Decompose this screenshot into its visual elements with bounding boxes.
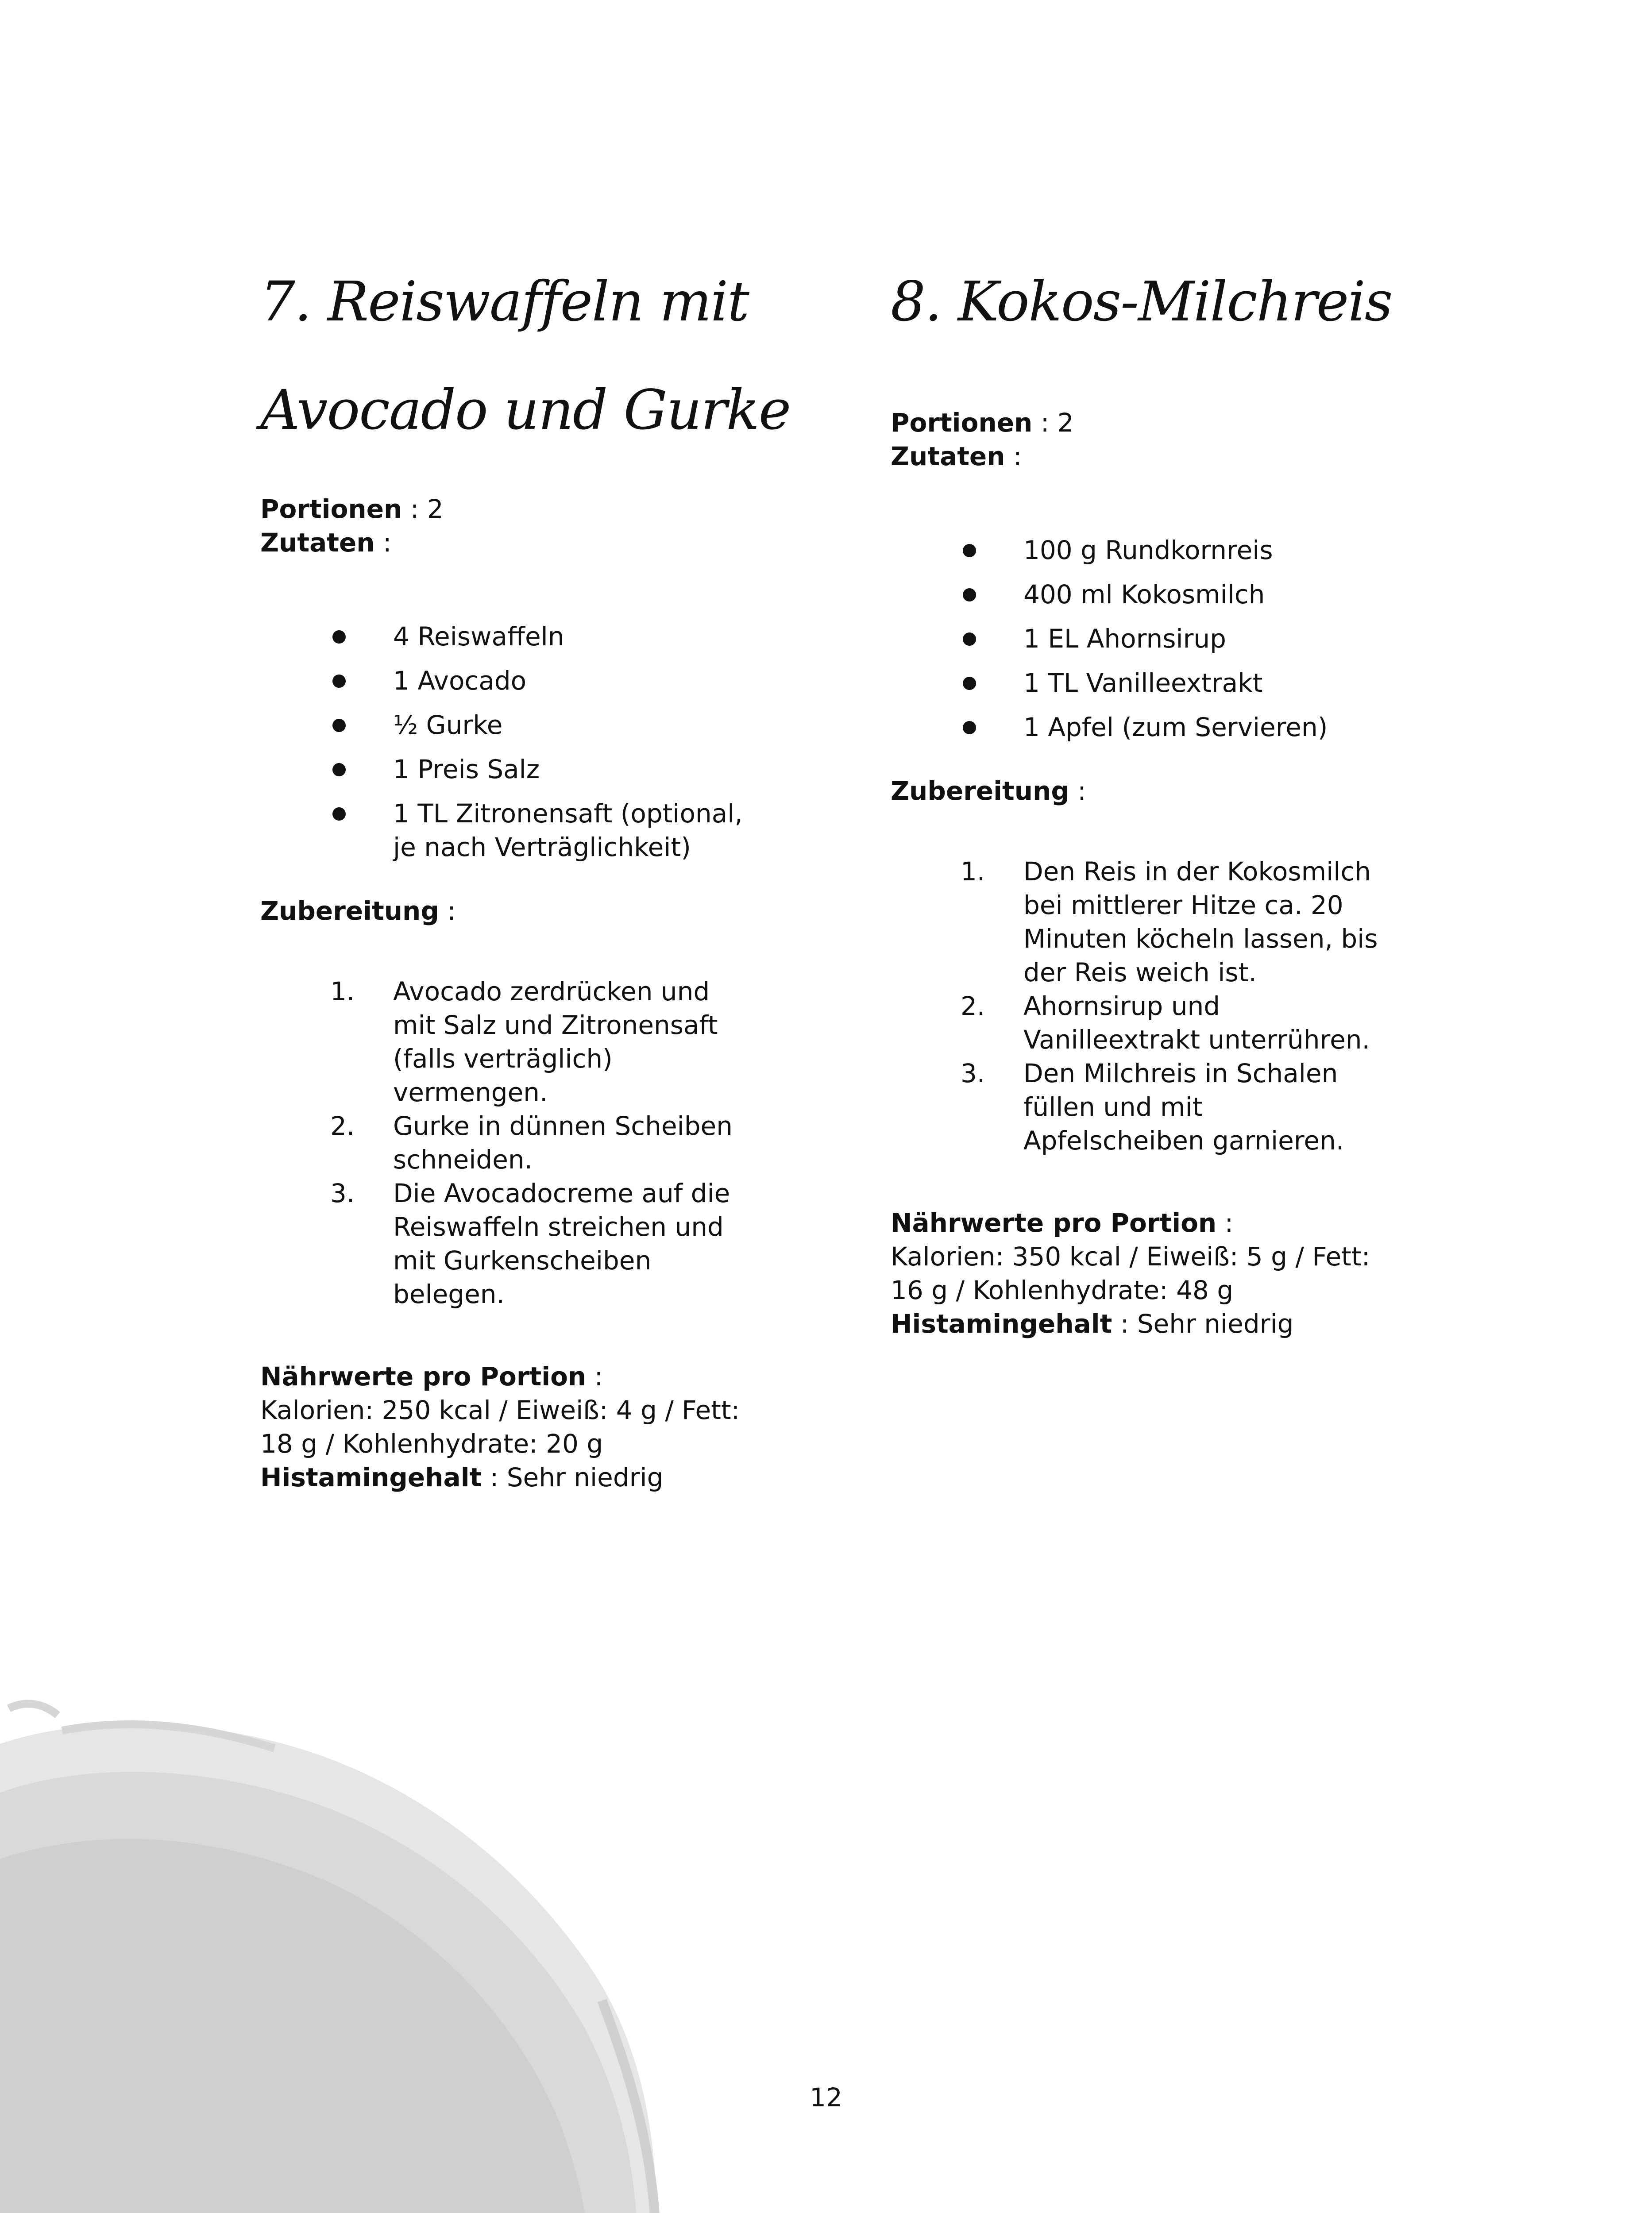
step-number: 3. xyxy=(961,1058,985,1088)
ingredients-heading xyxy=(891,440,1466,473)
step-number: 1. xyxy=(961,856,985,887)
preparation-heading xyxy=(891,774,1466,808)
list-item xyxy=(260,975,747,1109)
nutrition-block xyxy=(260,1360,756,1494)
list-item xyxy=(891,578,1466,611)
step-list xyxy=(260,975,774,1311)
ingredients-heading xyxy=(260,526,791,559)
recipe-title xyxy=(891,248,1466,356)
preparation-label: Zubereitung xyxy=(260,896,439,926)
ingredient-text: ½ Gurke xyxy=(393,710,503,740)
list-item xyxy=(891,666,1466,700)
step-text: Avocado zerdrücken und mit Salz und Zitronensaft (falls verträglich) vermengen. xyxy=(393,976,718,1107)
ingredient-text: 400 ml Kokosmilch xyxy=(1023,579,1265,609)
ingredient-list xyxy=(260,620,791,864)
preparation-suffix: : xyxy=(439,896,456,926)
step-number: 3. xyxy=(330,1178,355,1208)
list-item xyxy=(891,855,1386,989)
step-number: 1. xyxy=(330,976,355,1006)
step-text: Gurke in dünnen Scheiben schneiden. xyxy=(393,1111,733,1175)
nutrition-values: Kalorien: 250 kcal / Eiweiß: 4 g / Fett: 18 g / Kohlenhydrate: 20 g xyxy=(260,1395,740,1459)
bullet-icon xyxy=(963,677,976,690)
portions-label: Portionen xyxy=(260,494,402,524)
portions-line xyxy=(891,406,1466,440)
recipe-title-line2: Avocado und Gurke xyxy=(260,378,791,442)
list-item xyxy=(260,797,760,864)
histamine-value: : Sehr niedrig xyxy=(1112,1309,1294,1339)
list-item xyxy=(260,1109,747,1176)
bullet-icon xyxy=(332,675,346,688)
ingredients-label: Zutaten xyxy=(891,441,1005,471)
bullet-icon xyxy=(963,632,976,646)
nutrition-values: Kalorien: 350 kcal / Eiweiß: 5 g / Fett: 16 g / Kohlenhydrate: 48 g xyxy=(891,1241,1370,1305)
step-text: Den Reis in der Kokosmilch bei mittlerer Hitze ca. 20 Minuten köcheln lassen, bis der Reis weich ist. xyxy=(1023,856,1378,987)
step-text: Ahornsirup und Vanilleextrakt unterrühren. xyxy=(1023,991,1370,1055)
bullet-icon xyxy=(963,544,976,557)
step-number: 2. xyxy=(961,991,985,1021)
step-text: Den Milchreis in Schalen füllen und mit Apfelscheiben garnieren. xyxy=(1023,1058,1344,1156)
list-item xyxy=(260,708,791,742)
portions-label: Portionen xyxy=(891,408,1033,438)
preparation-label: Zubereitung xyxy=(891,776,1069,806)
preparation-suffix: : xyxy=(1069,776,1086,806)
ingredient-text: 1 EL Ahornsirup xyxy=(1023,624,1226,654)
nutrition-heading xyxy=(891,1206,1386,1240)
page-number: 12 xyxy=(810,2082,842,2113)
list-item xyxy=(891,1056,1386,1157)
nutrition-block xyxy=(891,1206,1386,1341)
list-item xyxy=(891,533,1466,567)
brush-circle-decoration xyxy=(0,1691,708,2213)
ingredients-suffix: : xyxy=(1005,441,1022,471)
list-item xyxy=(260,664,791,698)
bullet-icon xyxy=(963,588,976,601)
list-item xyxy=(891,622,1466,655)
ingredient-text: 1 Avocado xyxy=(393,666,527,696)
nutrition-heading xyxy=(260,1360,756,1393)
ingredient-text: 1 Apfel (zum Servieren) xyxy=(1023,712,1328,742)
nutrition-label: Nährwerte pro Portion xyxy=(260,1361,587,1392)
ingredient-text: 1 Preis Salz xyxy=(393,754,540,784)
bullet-icon xyxy=(963,721,976,734)
ingredient-text: 4 Reiswaffeln xyxy=(393,621,564,652)
histamine-label: Histamingehalt xyxy=(891,1309,1112,1339)
recipe-title-line1: 8. Kokos-Milchreis xyxy=(891,270,1392,334)
histamine-line xyxy=(891,1307,1386,1341)
nutrition-label: Nährwerte pro Portion xyxy=(891,1208,1217,1238)
recipe-title-line1: 7. Reiswaffeln mit xyxy=(260,270,749,334)
bullet-icon xyxy=(332,719,346,732)
ingredients-suffix: : xyxy=(374,528,392,558)
ingredient-text: 1 TL Zitronensaft (optional, je nach Verträglichkeit) xyxy=(393,798,743,862)
bullet-icon xyxy=(332,630,346,644)
list-item xyxy=(260,1176,747,1311)
portions-line xyxy=(260,492,791,526)
step-list xyxy=(891,855,1466,1157)
nutrition-suffix: : xyxy=(586,1361,603,1392)
list-item xyxy=(891,989,1386,1056)
recipe-title xyxy=(260,248,791,465)
histamine-label: Histamingehalt xyxy=(260,1462,482,1492)
list-item xyxy=(891,710,1466,744)
list-item xyxy=(260,752,791,786)
ingredients-label: Zutaten xyxy=(260,528,375,558)
list-item xyxy=(260,620,791,653)
recipe-8 xyxy=(891,248,1466,1341)
histamine-value: : Sehr niedrig xyxy=(482,1462,664,1492)
bullet-icon xyxy=(332,807,346,821)
preparation-heading xyxy=(260,894,791,928)
ingredient-list xyxy=(891,533,1466,744)
bullet-icon xyxy=(332,763,346,776)
nutrition-suffix: : xyxy=(1216,1208,1234,1238)
recipe-7 xyxy=(260,248,791,1494)
portions-value: : 2 xyxy=(1032,408,1074,438)
ingredient-text: 1 TL Vanilleextrakt xyxy=(1023,668,1263,698)
ingredient-text: 100 g Rundkornreis xyxy=(1023,535,1273,565)
step-text: Die Avocadocreme auf die Reiswaffeln streichen und mit Gurkenscheiben belegen. xyxy=(393,1178,730,1309)
step-number: 2. xyxy=(330,1111,355,1141)
portions-value: : 2 xyxy=(402,494,444,524)
histamine-line xyxy=(260,1461,756,1494)
